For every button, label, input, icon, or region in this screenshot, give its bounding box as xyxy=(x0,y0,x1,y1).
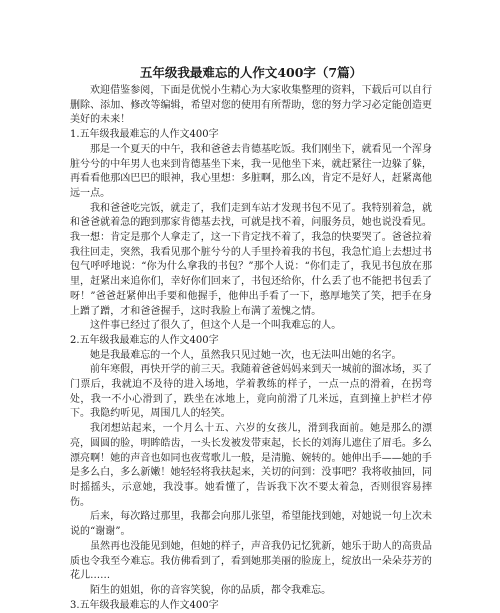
section-3-heading: 3.五年级我最难忘的人作文400字 xyxy=(70,599,219,611)
section-2-paragraph-3: 我闭想站起来，一个月么十五、六岁的女孩儿，滑到我面前。她是那么的漂亮，圆圆的脸，明眸皓齿，一头长发被发带束起，长长的刘海儿遮住了眉毛。多么漂亮啊！她的声音也如同也夜莺歌儿一般，是清脆、婉转的。她伸出手——她的手是多么白，多么新嫩！她轻轻将我扶起来，关切的问到：没事吧？我将收抽回，同时摇摇头，示意她，我没事。她看懂了，告诉我下次不要太着急，否则很容易摔伤。 xyxy=(70,423,432,508)
section-2-paragraph-2: 前年寒假，再快开学的前三天。我随着爸爸妈妈来到天一城前的溜冰场，买了门票后，我就迫不及待的进入场地，学着教练的样子，一点一点的滑着，在拐弯处，我一不小心滑到了，跌坐在冰地上，竟向前滑了几米远，直到撞上护栏才停下。我隐约听见，周围几人的轻笑。 xyxy=(70,364,432,420)
section-1-paragraph-3: 这件事已经过了很久了，但这个人是一个叫我难忘的人。 xyxy=(90,320,342,332)
section-2-heading: 2.五年级我最难忘的人作文400字 xyxy=(70,334,219,346)
document-page xyxy=(70,64,432,613)
section-2-paragraph-1: 她是我最难忘的一个人，虽然我只见过她一次，也无法叫出她的名字。 xyxy=(90,349,402,361)
section-1-heading: 1.五年级我最难忘的人作文400字 xyxy=(70,129,219,141)
section-2-paragraph-5: 虽然再也没能见到她，但她的样子，声音我仍记忆犹新，她乐于助人的高贵品质也令我至今难忘。我仿佛看到了，看到她那美丽的脸庞上，绽放出一朵朵芬芳的花儿…… xyxy=(70,540,432,582)
intro-paragraph: 欢迎借鉴参阅，下面是优悦小生精心为大家收集整理的资料，下载后可以自行删除、添加、修改等编辑，希望对您的使用有所帮助，您的努力学习必定能创造更美好的未来！ xyxy=(70,85,432,126)
section-1-paragraph-2: 我和爸爸吃完饭，就走了，我们走到车站才发现书包不见了。我特别着急，就和爸爸就着急的跑到那家肯德基去找，可就是找不着，问服务员，她也说没看见。我一想：肯定是那个人拿走了，这一下肯定找不着了，我急的快要哭了。爸爸拉着我往回走，突然，我看见那个脏兮兮的人手里拎着我的书包，我急忙追上去想过书包气呼呼地说：“你为什么拿我的书包？”那个人说：“你们走了，我见书包放在那里，赶紧出来追你们，幸好你们回来了，书包还给你，什么丢了也不能把书包丢了呀！”爸爸赶紧伸出手要和他握手，他伸出手看了一下，憨厚地笑了笑，把手在身上蹭了蹭，才和爸爸握手，这时我脸上布满了羞愧之情。 xyxy=(70,202,432,317)
section-2-paragraph-6: 陌生的姐姐，你的音容笑貌，你的品质，都令我难忘。 xyxy=(90,584,332,596)
section-2-paragraph-4: 后来，每次路过那里，我都会向那儿张望，希望能找到她，对她说一句上次未说的“谢谢”。 xyxy=(70,511,432,538)
document-title: 五年级我最难忘的人作文400字（7篇） xyxy=(139,65,363,80)
section-1-paragraph-1: 那是一个夏天的中午，我和爸爸去肯德基吃饭。我们刚坐下，就看见一个浑身脏兮兮的中年男人也来到肯德基坐下来，我一见他坐下来，就赶紧往一边躲了躲，再看看他那凶巴巴的眼神，我心里想：多脏啊，那么凶，肯定不是好人，赶紧离他远一点。 xyxy=(70,143,432,199)
